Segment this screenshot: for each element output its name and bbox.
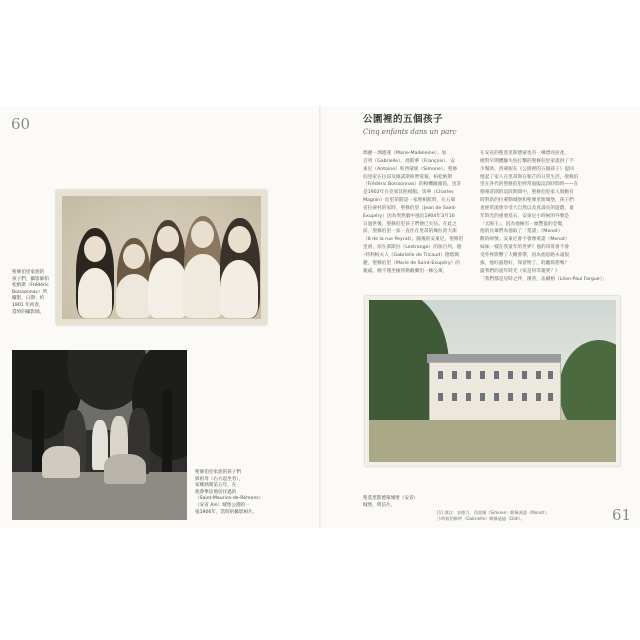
- text-line: 百列（Gabrielle）、馮斯華（François）、安: [363, 158, 455, 164]
- caption-line: 1901 年初春，: [12, 302, 44, 308]
- text-line: 受外界影響了大概會帶，因為他思路永遠很: [480, 252, 570, 258]
- page-number-left: 60: [11, 115, 31, 133]
- caption-line: 與祖母（右方起坐者），: [195, 476, 244, 482]
- chateau-postcard-photo: [365, 296, 620, 466]
- article-subtitle: Cinq enfants dans un parc: [363, 128, 457, 136]
- caption-line: 當時的攝影師。: [12, 309, 45, 315]
- text-line: 他的長輩們為他取了「莫諾」（Monot）: [480, 229, 563, 235]
- text-line: 年時光的重要基石，安東尼小時候的外號是: [480, 213, 570, 219]
- caption-line: 城堡，明信片。: [363, 502, 396, 508]
- text-line: 盛我們的童年時光《家是何等親愛？》: [480, 268, 560, 274]
- text-line: 里祖，原在慕斯拉（Lestrange）的加百列，德: [363, 245, 462, 251]
- text-line: 省拉蒙村的家時，聖修伯里（Jean de Saint-: [363, 205, 457, 211]
- article-column-right: [480, 150, 607, 283]
- caption-line: 家鄉熱閒第五年，在: [195, 483, 237, 489]
- caption-line: 聖莫里斯德蒙城堡（安省）: [363, 496, 419, 501]
- text-line: 拔，他旺盛想好，保留物了，聆聽寫想嗎？: [480, 260, 570, 266]
- text-line: 「我們都是兒時之伴，漢普，法爾格（Léon-Paul Fargue）」: [480, 276, 607, 282]
- text-line: Exupéry）因為突然腦中風於1904年3月16: [363, 213, 455, 219]
- text-line: （8 de la rue Peyrat）。隨後的安東尼，聖修伯: [363, 237, 464, 243]
- park-family-photo: [12, 350, 187, 520]
- photo1-caption: [12, 270, 49, 316]
- book-gutter: [319, 106, 321, 528]
- text-line: 在安省的聖莫里斯德蒙也有一棟漂亮居產，: [480, 151, 570, 156]
- text-line: 是1902年在克郊其照相館。馬寧（Charles: [363, 190, 454, 196]
- caption-line: 張1906年，當時的攝影相片。: [195, 509, 258, 515]
- text-line: 前，聖修伯里一家一直住在里昂的佩拉荷大街: [363, 229, 457, 235]
- caption-line: 松納斯（Frédéric: [12, 283, 49, 289]
- text-line: 妹妹一樣在我童年的世界？他的哥哥會不會: [480, 245, 570, 251]
- text-line: 也經常流連享受大自然以及真諦長的遊戲，童: [480, 205, 574, 211]
- text-line: 憶起了家人在里昂與在勒芒的日常生活，聖修伯: [480, 174, 579, 180]
- footnote: [437, 510, 550, 522]
- text-line: （Frédéric Boissonnas）的相機鏡頭前，也許: [363, 182, 462, 188]
- caption-line: 聖修伯里家族的: [12, 270, 45, 275]
- text-line: 歡的綽號。安東尼會不會像萊諾（Monot）: [480, 237, 570, 243]
- text-line: 少幫助。西蒙妮在《公園裡的五個孩子》提回: [480, 166, 574, 172]
- text-line: 親戚，她不僅坐擁到勒薩蘭伯一棟公寓，: [363, 268, 448, 274]
- text-line: ･特利柯夫人（Gabrielle de Tricaud）德塔瑪: [363, 252, 459, 258]
- photo3-caption: [363, 496, 418, 509]
- caption-line: Boissonnas）所: [12, 289, 48, 295]
- text-line: 里在各代的聖修伯里經常面臨這段時間時——在: [480, 182, 579, 188]
- caption-line: （Saint-Maurice-de-Rémens）: [195, 496, 264, 502]
- text-line: 麗，聖修伯里（Marie de Saint-Exupéry）的: [363, 260, 460, 266]
- text-line: 日過世後，聖修伯里孩子們便已失怙。在此之: [363, 221, 457, 227]
- text-line: 伯里家在拉昂及維諾斯經營電報，柏松納斯: [363, 174, 453, 180]
- text-line: 時對新的拉蒙勒城堡和聖摩里斯城堡，孩子們: [480, 198, 574, 204]
- text-line: 瑪麗－瑪德蓮（Marie-Madeleine）、加: [363, 151, 447, 156]
- text-line: 她對早期體驗失怙打擊的聖修伯里家提供了不: [480, 158, 574, 164]
- page-number-right: 61: [612, 506, 632, 524]
- text-line: 「太陽王」，因為他擁有一頭豐盈的金髮，: [480, 221, 567, 227]
- text-line: 東尼（Antoine）和西蒙妮（Simone）。聖修: [363, 166, 458, 172]
- article-column-left: [363, 150, 463, 276]
- footnote-line: [1] 譯註：安德力、西莫爾（Simone）暱稱馮諾（Monot），: [437, 510, 551, 515]
- caption-line: 孩子們，攝影師柏: [12, 276, 49, 282]
- text-line: Magnin）於里昂開設一家照相館時，在五層: [363, 198, 456, 204]
- caption-line: 攝影，日期：約: [12, 296, 45, 302]
- photo2-caption: [195, 470, 263, 516]
- footnote-line: 小時候的稱呼（Gabrielle）暱稱迪迪（Didi）。: [437, 516, 525, 521]
- children-portrait-photo: [56, 190, 267, 325]
- article-title: 公園裡的五個孩子: [363, 114, 444, 125]
- caption-line: （安省 Ain）城堡公園的一: [195, 502, 250, 508]
- caption-line: 他會參訪他居住過的: [195, 489, 237, 495]
- text-line: 德蒙莊園的這段期間中，聖修伯里家人與她有: [480, 190, 574, 196]
- caption-line: 聖修伯里家族的孩子們: [195, 470, 241, 475]
